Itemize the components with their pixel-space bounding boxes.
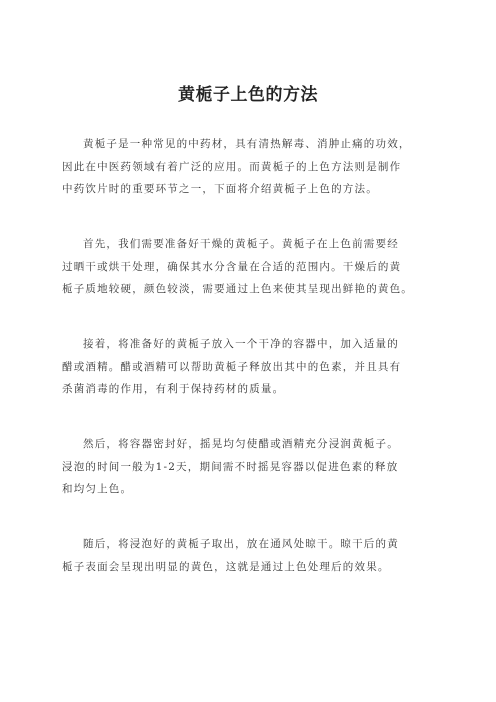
paragraph-line: 然后，将容器密封好，摇晃均匀使醋或酒精充分浸润黄栀子。 xyxy=(83,438,399,450)
paragraph-line: 首先，我们需要准备好干燥的黄栀子。黄栀子在上色前需要经 xyxy=(83,238,399,250)
paragraph-line: 中药饮片时的重要环节之一，下面将介绍黄栀子上色的方法。 xyxy=(62,183,378,195)
paragraph-line: 栀子质地较硬，颜色较淡，需要通过上色来使其呈现出鲜艳的黄色。 xyxy=(62,283,413,295)
document-title: 黄栀子上色的方法 xyxy=(178,85,318,105)
paragraph-line: 因此在中医药领域有着广泛的应用。而黄栀子的上色方法则是制作 xyxy=(62,160,402,173)
paragraph-line: 浸泡的时间一般为1-2天，期间需不时摇晃容器以促进色素的释放 xyxy=(62,460,399,473)
paragraph-3 xyxy=(62,333,442,401)
paragraph-4 xyxy=(62,433,442,501)
paragraph-line: 黄栀子是一种常见的中药材，具有清热解毒、消肿止痛的功效， xyxy=(83,138,411,150)
paragraph-line: 杀菌消毒的作用，有利于保持药材的质量。 xyxy=(62,383,285,395)
paragraph-5 xyxy=(62,533,442,578)
paragraph-line: 接着，将准备好的黄栀子放入一个干净的容器中，加入适量的 xyxy=(83,338,399,350)
paragraph-line: 栀子表面会呈现出明显的黄色，这就是通过上色处理后的效果。 xyxy=(62,560,390,573)
paragraph-line: 醋或酒精。醋或酒精可以帮助黄栀子释放出其中的色素，并且具有 xyxy=(62,360,402,373)
paragraph-2 xyxy=(62,233,442,301)
paragraph-line: 和均匀上色。 xyxy=(62,483,133,495)
paragraph-line: 随后，将浸泡好的黄栀子取出，放在通风处晾干。晾干后的黄 xyxy=(83,538,399,550)
paragraph-line: 过晒干或烘干处理，确保其水分含量在合适的范围内。干燥后的黄 xyxy=(62,260,402,273)
paragraph-1 xyxy=(62,133,442,201)
